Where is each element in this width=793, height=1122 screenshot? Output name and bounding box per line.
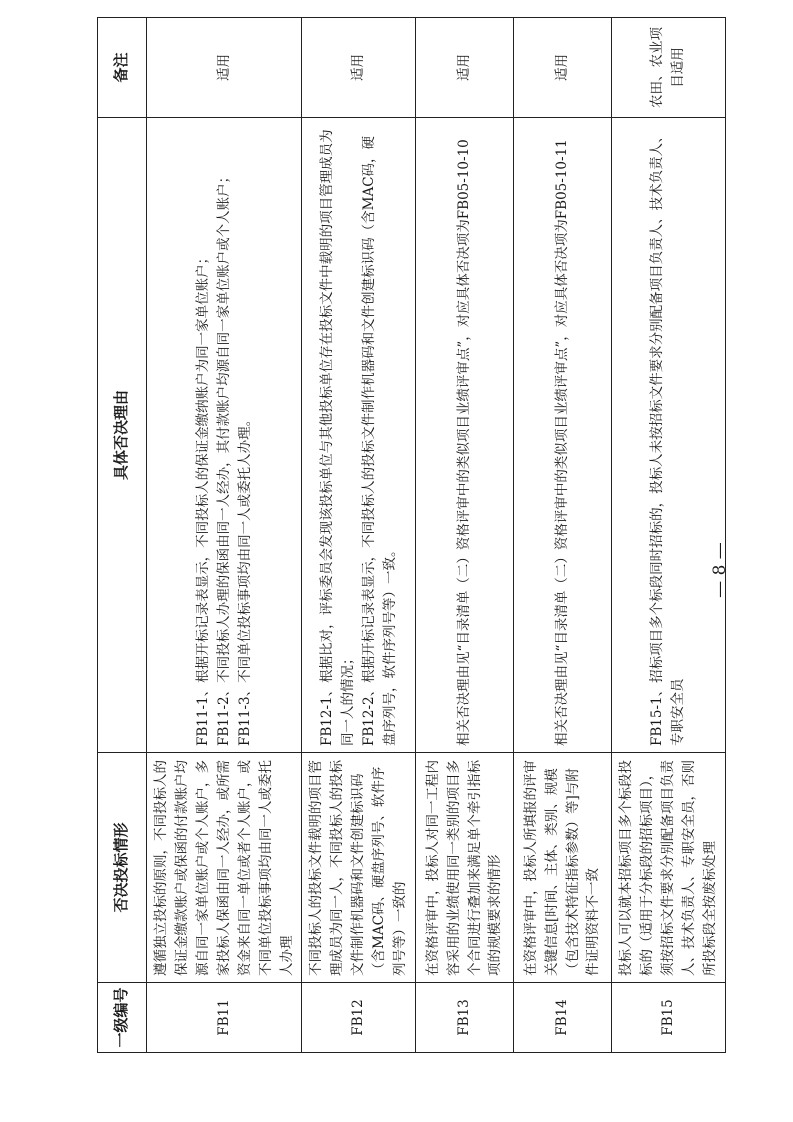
row-reason bbox=[612, 118, 726, 753]
header-code: 一级编号 bbox=[98, 983, 147, 1053]
row-note: 适用 bbox=[514, 18, 612, 118]
row-note: 农田、农业项目适用 bbox=[612, 18, 726, 118]
row-reason bbox=[416, 118, 514, 753]
row-code: FB11 bbox=[147, 983, 302, 1053]
header-situation: 否决投标情形 bbox=[98, 753, 147, 983]
row-reason bbox=[302, 118, 416, 753]
reason-line: FB12-2、根据开标记录表显示，不同投标人的投标文件制作机器码和文件创建标识码（含MAC码，硬盘序列号，软件序列号等）一致。 bbox=[360, 135, 398, 746]
reason-line: 相关否决理由见“目录清单（二）资格评审中的类似项目业绩评审点”，对应具体否决项为FB05-10-10 bbox=[456, 139, 473, 746]
row-situation: 遵循独立投标的原则，不同投标人的保证金缴款账户或保函的付款账户均源自同一家单位账户或个人账户，多家投标人保函由同一人经办，或所需资金来自同一单位或者个人账户，或不同单位投标事项均由同一人或委托人办理 bbox=[147, 753, 302, 983]
table-row bbox=[416, 18, 514, 1053]
row-note: 适用 bbox=[302, 18, 416, 118]
reason-line: FB15-1、招标项目多个标段同时招标的，投标人未按招标文件要求分别配备项目负责人、技术负责人、专职安全员 bbox=[649, 129, 687, 746]
reason-line: FB11-3、不同单位投标事项均由同一人或委托人办理。 bbox=[236, 412, 253, 746]
table-header-row bbox=[98, 18, 147, 1053]
row-situation: 在资格评审中，投标人所填报的评审关键信息[时间、主体、类别、规模（包含技术特征指标参数）等]与附件证明资料不一致 bbox=[514, 753, 612, 983]
rotated-table-sheet bbox=[97, 18, 718, 1053]
table-row bbox=[612, 18, 726, 1053]
reason-line: 相关否决理由见“目录清单（二）资格评审中的类似项目业绩评审点”，对应具体否决项为FB05-10-11 bbox=[554, 139, 571, 746]
table-row bbox=[302, 18, 416, 1053]
row-code: FB12 bbox=[302, 983, 416, 1053]
row-code: FB13 bbox=[416, 983, 514, 1053]
header-note: 备注 bbox=[98, 18, 147, 118]
header-reason: 具体否决理由 bbox=[98, 118, 147, 753]
reason-line: FB12-1、根据比对，评标委员会发现该投标单位与其他投标单位存在投标文件中载明的项目管理成员为同一人的情况； bbox=[318, 129, 356, 746]
row-reason bbox=[514, 118, 612, 753]
row-situation: 在资格评审中，投标人对同一工程内容采用的业绩使用同一类别的项目多个合同进行叠加来满足单个牵引指标项的规模要求的情形 bbox=[416, 753, 514, 983]
row-reason bbox=[147, 118, 302, 753]
reason-line: FB11-2、不同投标人办理的保函由同一人经办，其付款账户均源自同一家单位账户或个人账户； bbox=[215, 169, 232, 746]
table-row bbox=[147, 18, 302, 1053]
page-number: — 8 — bbox=[710, 542, 730, 598]
table-row bbox=[514, 18, 612, 1053]
row-code: FB15 bbox=[612, 983, 726, 1053]
veto-table bbox=[97, 17, 726, 1053]
row-situation: 不同投标人的投标文件载明的项目管理成员为同一人，不同投标人的投标文件制作机器码和文件创建标识码（含MAC码、硬盘序列号、软件序列号等）一致的 bbox=[302, 753, 416, 983]
reason-line: FB11-1、根据开标记录表显示，不同投标人的保证金缴纳账户为同一家单位账户； bbox=[194, 250, 211, 746]
row-note: 适用 bbox=[416, 18, 514, 118]
row-situation: 投标人可以就本招标项目多个标段投标的（适用于分标段的招标项目），须按招标文件要求分别配备项目负责人、技术负责人、专职安全员，否则所投标段全按废标处理 bbox=[612, 753, 726, 983]
row-code: FB14 bbox=[514, 983, 612, 1053]
row-note: 适用 bbox=[147, 18, 302, 118]
